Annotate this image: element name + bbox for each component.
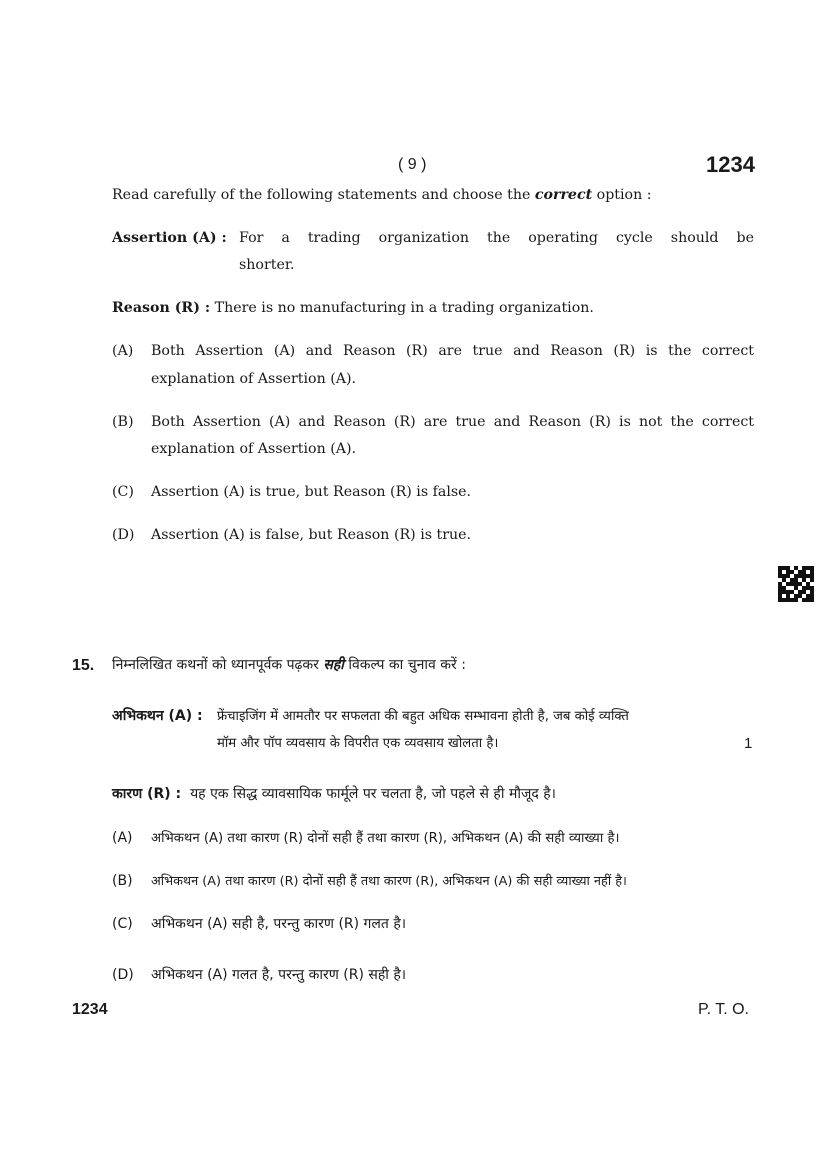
q15-assertion-line2: मॉम और पॉप व्यवसाय के विपरीत एक व्यवसाय खोलता है। — [217, 736, 499, 751]
paper-code-header: 1234 — [706, 152, 755, 177]
q15-reason — [112, 781, 757, 808]
q15-option-c-label: (C) — [112, 916, 133, 932]
q14-instruction-tail: option : — [592, 187, 652, 203]
q14-instruction — [112, 182, 757, 209]
q15-option-a-text: अभिकथन (A) तथा कारण (R) दोनों सही हैं तथा कारण (R), अभिकथन (A) की सही व्याख्या है। — [151, 831, 620, 846]
page-number: ( 9 ) — [398, 156, 427, 173]
q14-instruction-text: Read carefully of the following statements and choose the — [112, 187, 535, 203]
q15-instruction-text: निम्नलिखित कथनों को ध्यानपूर्वक पढ़कर — [112, 657, 324, 673]
q14-option-c-label: (C) — [112, 484, 134, 500]
q15-assertion-line1: फ्रेंचाइजिंग में आमतौर पर सफलता की बहुत अधिक सम्भावना होती है, जब कोई व्यक्ति — [217, 709, 629, 724]
pto-label: P. T. O. — [698, 1001, 749, 1018]
q15-marks: 1 — [744, 735, 753, 752]
q15-assertion-label: अभिकथन (A) : — [112, 708, 203, 724]
q14-option-d-text: Assertion (A) is false, but Reason (R) is true. — [151, 527, 472, 543]
q15-option-c-text: अभिकथन (A) सही है, परन्तु कारण (R) गलत है। — [151, 916, 407, 932]
q15-option-b-text: अभिकथन (A) तथा कारण (R) दोनों सही हैं तथा कारण (R), अभिकथन (A) की सही व्याख्या नहीं है। — [151, 874, 627, 889]
q15-instruction — [112, 652, 757, 679]
q14-option-a-label: (A) — [112, 343, 134, 359]
q14-reason-text: There is no manufacturing in a trading organization. — [214, 300, 594, 316]
qr-code-icon — [778, 566, 814, 602]
q14-instruction-emphasis: correct — [534, 187, 593, 203]
q15-option-d-label: (D) — [112, 967, 134, 983]
q14-option-b-line2: explanation of Assertion (A). — [151, 441, 357, 457]
q15-instruction-tail: विकल्प का चुनाव करें : — [343, 657, 466, 673]
q14-option-a-line1: Both Assertion (A) and Reason (R) are true and Reason (R) is the correct — [151, 343, 754, 359]
q15-instruction-emphasis: सही — [323, 657, 344, 673]
paper-code-footer: 1234 — [72, 1001, 108, 1018]
q14-option-d-label: (D) — [112, 527, 135, 543]
q15-reason-label: कारण (R) : — [112, 786, 182, 802]
q15-reason-text: यह एक सिद्ध व्यावसायिक फार्मूले पर चलता है, जो पहले से ही मौजूद है। — [190, 786, 556, 802]
q15-option-d-text: अभिकथन (A) गलत है, परन्तु कारण (R) सही है। — [151, 967, 407, 983]
q14-assertion-line1: For a trading organization the operating cycle should be — [239, 230, 754, 246]
q14-option-b-label: (B) — [112, 414, 134, 430]
q14-assertion-label: Assertion (A) : — [112, 230, 227, 246]
q15-option-b-label: (B) — [112, 873, 133, 889]
q14-assertion-line2: shorter. — [239, 257, 295, 273]
q14-reason — [112, 295, 757, 322]
q14-option-a-line2: explanation of Assertion (A). — [151, 371, 357, 387]
q14-reason-label: Reason (R) : — [112, 300, 211, 316]
q15-number: 15. — [72, 657, 95, 674]
q14-option-b-line1: Both Assertion (A) and Reason (R) are true and Reason (R) is not the correct — [151, 414, 754, 430]
q14-option-c-text: Assertion (A) is true, but Reason (R) is false. — [151, 484, 472, 500]
q15-option-a-label: (A) — [112, 830, 133, 846]
